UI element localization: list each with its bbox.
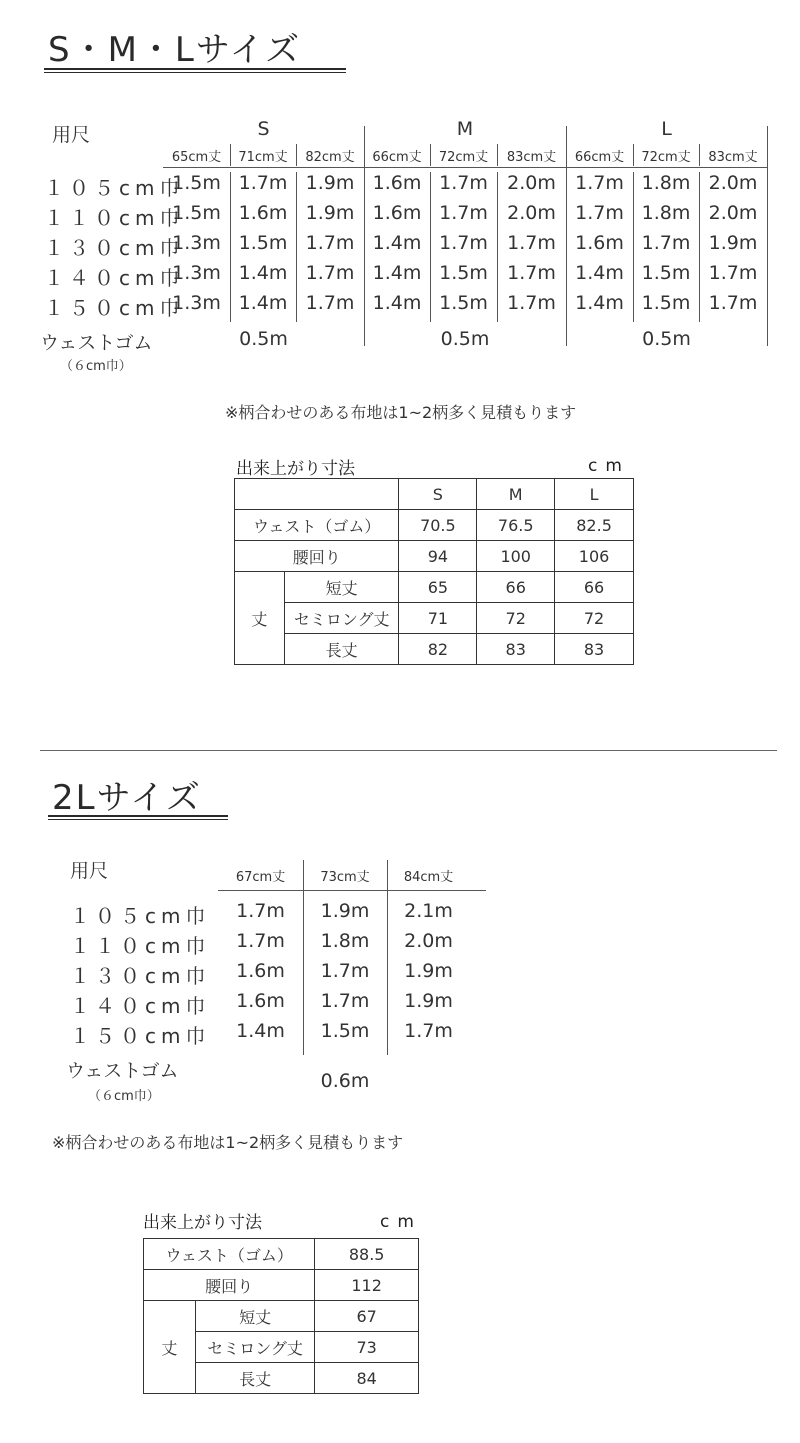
column-divider — [230, 144, 231, 166]
yardage-value: 1.5m — [172, 172, 221, 194]
section-divider — [40, 750, 777, 751]
length-column-header: 72cm丈 — [641, 150, 691, 165]
fabric-width-label: １３０cm巾 — [44, 236, 185, 260]
length-label-short: 短丈 — [284, 572, 399, 603]
yardage-value: 1.4m — [236, 1020, 285, 1042]
fabric-width-label: １１０cm巾 — [70, 934, 211, 958]
length-semilong-m: 72 — [477, 603, 555, 634]
sml-finished-title: 出来上がり寸法 — [236, 459, 355, 479]
length-column-header: 66cm丈 — [574, 150, 625, 165]
hip-value-m: 100 — [477, 541, 555, 572]
yardage-value: 1.9m — [320, 900, 370, 922]
size-group-header-m: M — [456, 118, 474, 140]
yardage-value: 1.7m — [575, 172, 624, 194]
yardage-value: 1.4m — [372, 232, 422, 254]
length-long-value: 84 — [315, 1363, 419, 1394]
yardage-value: 1.7m — [236, 900, 285, 922]
column-divider — [633, 144, 634, 166]
length-column-header: 67cm丈 — [235, 870, 286, 885]
length-group-label: 丈 — [144, 1301, 196, 1394]
waist-elastic-value: 0.5m — [239, 328, 288, 350]
table-row — [235, 510, 634, 541]
l2-finished-title: 出来上がり寸法 — [143, 1213, 262, 1233]
table-row — [235, 634, 634, 665]
length-short-value: 67 — [315, 1301, 419, 1332]
length-long-s: 82 — [399, 634, 477, 665]
header-blank-cell — [235, 479, 399, 510]
yardage-value: 1.7m — [708, 262, 758, 284]
yardage-value: 2.0m — [404, 930, 453, 952]
yardage-value: 1.5m — [439, 292, 488, 314]
yardage-value: 1.4m — [238, 262, 288, 284]
yardage-value: 1.4m — [575, 262, 624, 284]
fabric-width-label: １５０cm巾 — [70, 1024, 211, 1048]
sml-finished-table — [234, 478, 634, 665]
yardage-value: 1.5m — [238, 232, 288, 254]
fabric-width-label: １１０cm巾 — [44, 206, 185, 230]
length-column-header: 72cm丈 — [438, 150, 489, 165]
size-header-l: L — [555, 479, 634, 510]
yardage-value: 1.5m — [320, 1020, 370, 1042]
sml-pattern-note: ※柄合わせのある布地は1~2柄多く見積もります — [225, 403, 577, 422]
yardage-value: 1.7m — [507, 262, 556, 284]
yardage-value: 1.6m — [238, 202, 288, 224]
yardage-value: 1.9m — [404, 960, 453, 982]
yardage-value: 1.7m — [439, 202, 488, 224]
yardage-value: 1.7m — [575, 202, 624, 224]
yardage-value: 1.3m — [172, 292, 221, 314]
yardage-value: 2.0m — [507, 202, 556, 224]
yardage-value: 2.0m — [507, 172, 556, 194]
waist-value-l: 82.5 — [555, 510, 634, 541]
yardage-value: 1.7m — [439, 232, 488, 254]
yardage-value: 1.7m — [507, 232, 556, 254]
table-row — [144, 1270, 419, 1301]
yardage-value: 1.7m — [641, 232, 691, 254]
sml-section-title: S・M・Lサイズ — [48, 30, 302, 70]
length-label-long: 長丈 — [284, 634, 399, 665]
yardage-value: 1.7m — [236, 930, 285, 952]
length-label-semilong: セミロング丈 — [195, 1332, 314, 1363]
yardage-value: 1.6m — [575, 232, 624, 254]
yardage-value: 1.5m — [172, 202, 221, 224]
l2-finished-table — [143, 1238, 419, 1394]
waist-value-s: 70.5 — [399, 510, 477, 541]
table-row — [144, 1301, 419, 1332]
yardage-value: 1.6m — [236, 990, 285, 1012]
table-row — [235, 572, 634, 603]
hip-value-s: 94 — [399, 541, 477, 572]
yardage-value: 1.5m — [641, 262, 691, 284]
length-long-l: 83 — [555, 634, 634, 665]
fabric-width-label: １０５cm巾 — [44, 176, 185, 200]
column-divider — [296, 144, 297, 166]
yardage-value: 1.8m — [320, 930, 370, 952]
hip-label: 腰回り — [144, 1270, 315, 1301]
yardage-value: 1.6m — [372, 202, 422, 224]
yardage-value: 1.9m — [708, 232, 758, 254]
yardage-value: 1.7m — [305, 262, 355, 284]
yardage-value: 1.7m — [238, 172, 288, 194]
length-semilong-l: 72 — [555, 603, 634, 634]
length-short-l: 66 — [555, 572, 634, 603]
size-group-header-l: L — [661, 118, 672, 140]
sml-yardage-label: 用尺 — [52, 124, 91, 146]
fabric-width-label: １５０cm巾 — [44, 296, 185, 320]
waist-label: ウェスト（ゴム） — [144, 1239, 315, 1270]
waist-elastic-value: 0.5m — [440, 328, 490, 350]
yardage-value: 1.4m — [372, 262, 422, 284]
fabric-width-label: １４０cm巾 — [70, 994, 211, 1018]
table-row — [144, 1239, 419, 1270]
yardage-value: 1.3m — [172, 262, 221, 284]
hip-value: 112 — [315, 1270, 419, 1301]
sml-title-underline — [44, 68, 346, 73]
waist-elastic-width: （６cm巾） — [88, 1089, 160, 1104]
length-short-s: 65 — [399, 572, 477, 603]
yardage-value: 1.7m — [708, 292, 758, 314]
waist-value: 88.5 — [315, 1239, 419, 1270]
hip-value-l: 106 — [555, 541, 634, 572]
size-group-divider — [767, 126, 768, 346]
length-group-label: 丈 — [235, 572, 285, 665]
yardage-value: 1.8m — [641, 202, 691, 224]
waist-elastic-label: ウェストゴム — [66, 1060, 179, 1082]
yardage-value: 1.9m — [305, 202, 355, 224]
length-column-header: 65cm丈 — [171, 150, 222, 165]
yardage-value: 1.3m — [172, 232, 221, 254]
table-row — [235, 541, 634, 572]
yardage-value: 1.6m — [372, 172, 422, 194]
yardage-value: 2.0m — [708, 202, 758, 224]
l2-section-title: 2Lサイズ — [52, 778, 202, 818]
column-divider — [430, 144, 431, 166]
table-row — [235, 603, 634, 634]
l2-title-underline — [48, 815, 228, 820]
waist-value-m: 76.5 — [477, 510, 555, 541]
length-column-header: 84cm丈 — [403, 870, 454, 885]
yardage-value: 1.5m — [641, 292, 691, 314]
l2-yardage-label: 用尺 — [70, 860, 109, 882]
hip-label: 腰回り — [235, 541, 399, 572]
yardage-value: 1.7m — [507, 292, 556, 314]
yardage-value: 1.9m — [305, 172, 355, 194]
l2-pattern-note: ※柄合わせのある布地は1~2柄多く見積もります — [52, 1133, 404, 1152]
fabric-width-label: １０５cm巾 — [70, 904, 211, 928]
fabric-width-label: １３０cm巾 — [70, 964, 211, 988]
length-column-header: 71cm丈 — [238, 150, 288, 165]
length-long-m: 83 — [477, 634, 555, 665]
waist-elastic-label: ウェストゴム — [40, 332, 153, 354]
l2-finished-unit: cm — [380, 1212, 422, 1232]
length-semilong-value: 73 — [315, 1332, 419, 1363]
yardage-value: 1.4m — [238, 292, 288, 314]
yardage-value: 1.6m — [236, 960, 285, 982]
yardage-value: 1.7m — [305, 292, 355, 314]
waist-elastic-value: 0.6m — [320, 1070, 370, 1092]
table-row — [235, 479, 634, 510]
yardage-value: 1.4m — [575, 292, 624, 314]
yardage-value: 1.5m — [439, 262, 488, 284]
header-rule — [163, 167, 767, 168]
yardage-value: 1.7m — [305, 232, 355, 254]
length-short-m: 66 — [477, 572, 555, 603]
length-column-header: 73cm丈 — [320, 870, 370, 885]
size-header-s: S — [399, 479, 477, 510]
size-header-m: M — [477, 479, 555, 510]
length-column-header: 82cm丈 — [305, 150, 355, 165]
length-label-short: 短丈 — [195, 1301, 314, 1332]
yardage-value: 1.8m — [641, 172, 691, 194]
length-semilong-s: 71 — [399, 603, 477, 634]
fabric-width-label: １４０cm巾 — [44, 266, 185, 290]
yardage-value: 1.7m — [320, 990, 370, 1012]
yardage-value: 1.4m — [372, 292, 422, 314]
length-column-header: 66cm丈 — [372, 150, 422, 165]
waist-label: ウェスト（ゴム） — [235, 510, 399, 541]
yardage-value: 1.7m — [439, 172, 488, 194]
header-rule — [218, 890, 486, 891]
yardage-value: 2.0m — [708, 172, 758, 194]
length-column-header: 83cm丈 — [708, 150, 758, 165]
size-group-header-s: S — [257, 118, 270, 140]
yardage-value: 1.9m — [404, 990, 453, 1012]
column-divider — [699, 144, 700, 166]
yardage-value: 2.1m — [404, 900, 453, 922]
length-column-header: 83cm丈 — [506, 150, 557, 165]
length-label-long: 長丈 — [195, 1363, 314, 1394]
waist-elastic-value: 0.5m — [642, 328, 691, 350]
column-divider — [497, 144, 498, 166]
length-label-semilong: セミロング丈 — [284, 603, 399, 634]
waist-elastic-width: （６cm巾） — [60, 359, 132, 374]
yardage-value: 1.7m — [320, 960, 370, 982]
yardage-value: 1.7m — [404, 1020, 453, 1042]
sml-finished-unit: cm — [588, 456, 630, 476]
